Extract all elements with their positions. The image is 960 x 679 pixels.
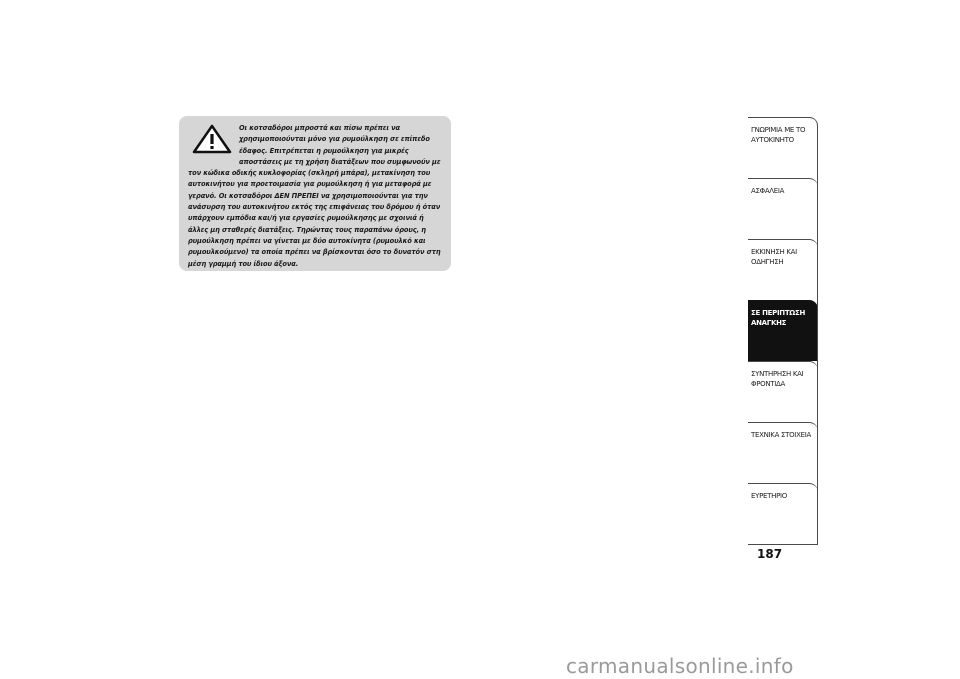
sidebar-divider bbox=[748, 544, 818, 545]
tab-starting-driving[interactable] bbox=[748, 239, 818, 300]
tab-label: ΕΥΡΕΤΗΡΙΟ bbox=[751, 492, 787, 500]
tab-label: ΓΝΩΡΙΜΙΑ ΜΕ ΤΟ ΑΥΤΟΚΙΝΗΤΟ bbox=[751, 126, 806, 144]
tab-technical-data[interactable] bbox=[748, 422, 818, 483]
tab-label: ΣΥΝΤΗΡΗΣΗ ΚΑΙ ΦΡΟΝΤΙΔΑ bbox=[751, 370, 804, 388]
page-number: 187 bbox=[757, 547, 783, 561]
tab-label: ΕΚΚΙΝΗΣΗ ΚΑΙ ΟΔΗΓΗΣΗ bbox=[751, 248, 797, 266]
tab-label: ΣΕ ΠΕΡΙΠΤΩΣΗ ΑΝΑΓΚΗΣ bbox=[751, 309, 805, 327]
tab-getting-to-know[interactable] bbox=[748, 117, 818, 178]
tab-label: ΤΕΧΝΙΚΑ ΣΤΟΙΧΕΙΑ bbox=[751, 431, 811, 439]
warning-box bbox=[179, 116, 451, 271]
warning-text: Οι κοτσαδόροι μπροστά και πίσω πρέπει να χρησιμοποιούνται μόνο για ρυμούλκηση σε επίπεδο έδαφος. Επιτρέπεται η ρυμούλκηση για μικρές αποστάσεις με τη χρήση διατάξεων που συμφωνούν με τον κώδικα οδικής κυκλοφορίας (σκληρή μπάρα), μετακίνηση του αυτοκινήτου για προετοιμασία για ρυμούλκηση ή για μεταφορά με γερανό. Οι κοτσαδόροι ΔΕΝ ΠΡΕΠΕΙ να χρησιμοποιούνται για την ανάσυρση του αυτοκινήτου εκτός της επιφάνειας του δρόμου ή όταν υπάρχουν εμπόδια και/ή για εργασίες ρυμούλκησης με σχοινιά ή άλλες μη σταθερές διατάξεις. Τηρώντας τους παραπάνω όρους, η ρυμούλκηση πρέπει να γίνεται με δύο αυτοκίνητα (ρυμουλκό και ρυμουλκούμενο) τα οποία πρέπει να βρίσκονται όσο το δυνατόν στη μέση γραμμή του ίδιου άξονα. bbox=[188, 123, 441, 268]
watermark: carmanualsonline.info bbox=[566, 654, 794, 678]
tab-index[interactable] bbox=[748, 483, 818, 544]
tab-maintenance[interactable] bbox=[748, 361, 818, 422]
tab-label: ΑΣΦΑΛΕΙΑ bbox=[751, 187, 785, 195]
tab-safety[interactable] bbox=[748, 178, 818, 239]
chapter-sidebar bbox=[748, 117, 818, 545]
tab-emergency[interactable] bbox=[748, 300, 818, 361]
warning-triangle-icon bbox=[192, 124, 232, 154]
